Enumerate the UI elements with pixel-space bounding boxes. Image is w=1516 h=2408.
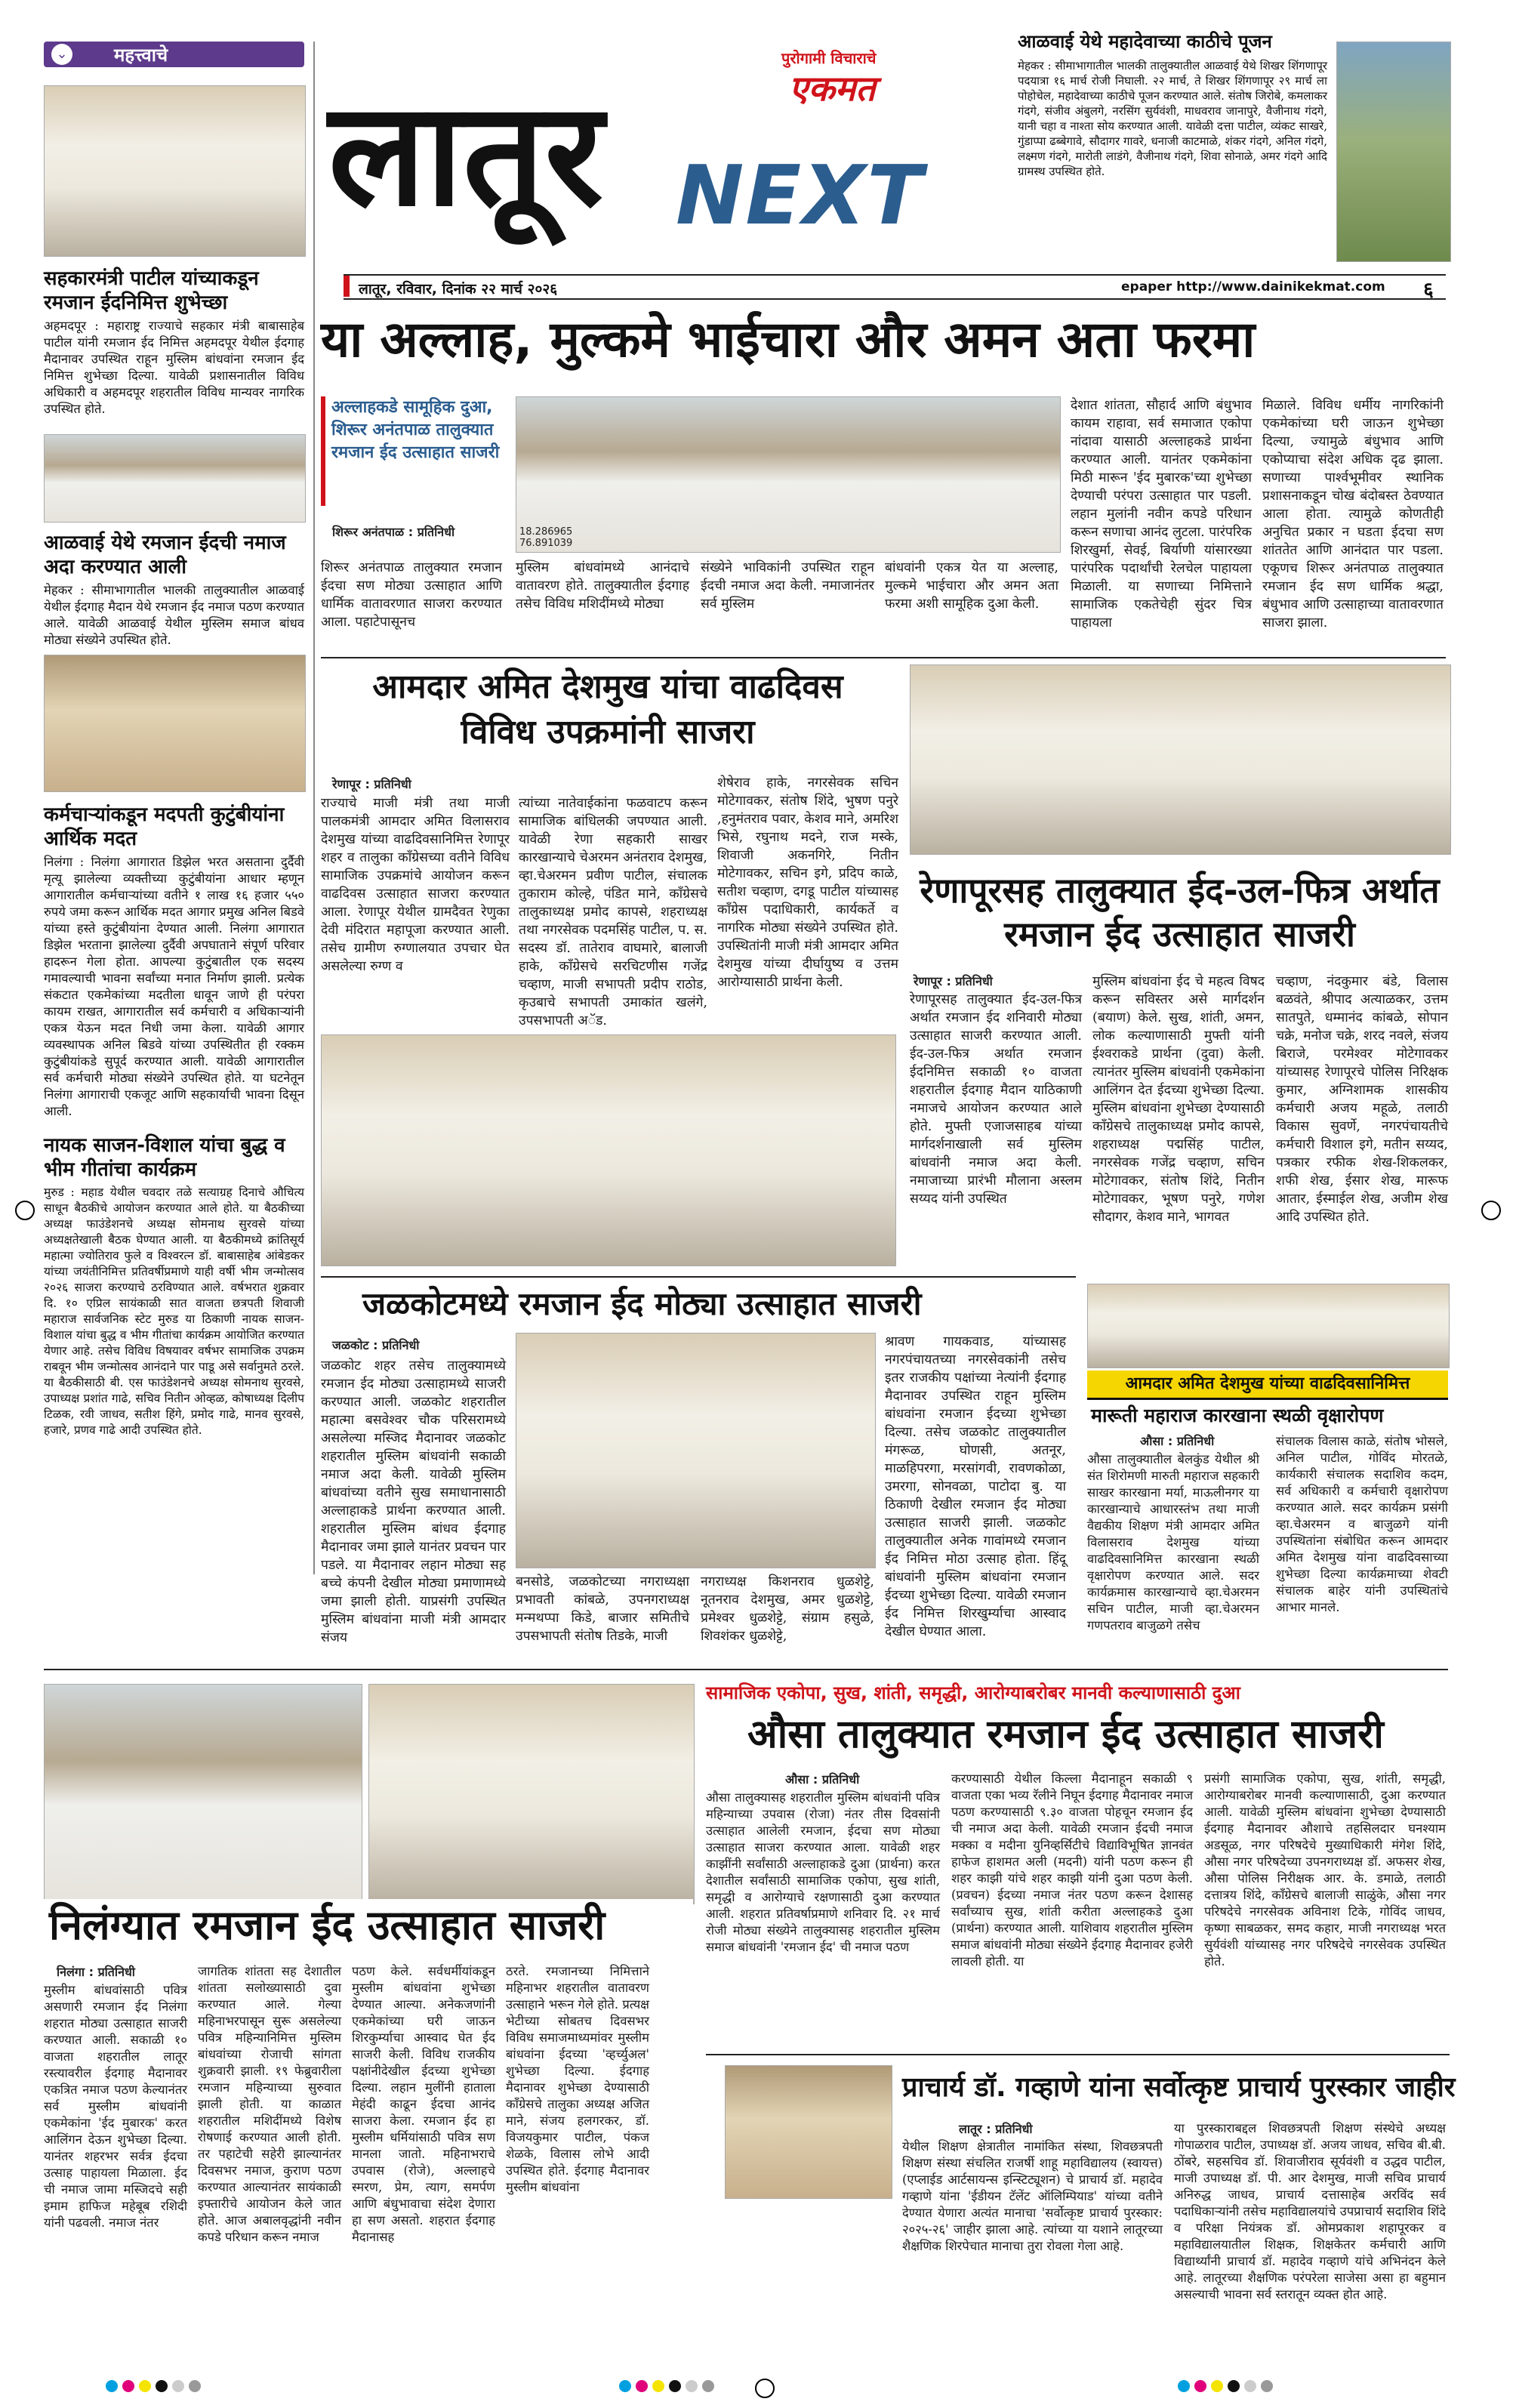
story7-col-4: ठरते. रमजानच्या निमित्ताने महिनाभर शहरातील वातावरण उत्साहाने भरून गेले होते. प्रत्यक्ष भेटीच्या सोबतच दिवसभर विविध समाजमाध्यमांवर मुस्लीम बांधवांना ईदच्या 'व्हर्च्युअल' शुभेच्छा दिल्या. ईदगाह मैदानावर शुभेच्छा देण्यासाठी काँग्रेसचे तालुका अध्यक्ष अजित माने, संजय हलगरकर, डॉ. विजयकुमार पाटील, पंकज शेळके, विलास लोभे आदी उपस्थित होते. ईदगाह मैदानावर मुस्लीम बांधवांना xyxy=(506,1964,649,2194)
story4-col-2: बनसोडे, जळकोटच्या नगराध्यक्षा प्रभावती कांबळे, उपनगराध्यक्ष मन्मथप्पा किडे, बाजार समितीचे उपसभापती संतोष तिडके, माजी xyxy=(516,1574,689,1644)
epaper-link[interactable]: epaper http://www.dainikekmat.com xyxy=(1121,279,1385,294)
story6-banner: सामाजिक एकोपा, सुख, शांती, समृद्धी, आरोग्याबरोबर मानवी कल्याणासाठी दुआ xyxy=(706,1682,1240,1703)
sidebar-item-3 xyxy=(44,797,304,1120)
top-right-photo xyxy=(1336,42,1451,262)
dateline-marker xyxy=(344,276,350,297)
divider-4 xyxy=(706,2054,1450,2055)
masthead xyxy=(321,42,1046,276)
masthead-tagline: पुरोगामी विचाराचे xyxy=(781,49,877,67)
sidebar-item-2 xyxy=(44,525,304,649)
sidebar-item-4-headline: नायक साजन-विशाल यांचा बुद्ध व भीम गीतांचा कार्यक्रम xyxy=(44,1134,285,1181)
sidebar-item-1-body: अहमदपूर : महाराष्ट्र राज्याचे सहकार मंत्री बाबासाहेब पाटील यांनी रमजान ईद निमित्त अहमदपूर येथील ईदगाह मैदानावर उपस्थित राहून मुस्लिम बांधवांना रमजान ईद निमित्त शुभेच्छा दिल्या. यावेळी प्रशासनातील विविध अधिकारी व अहमदपूर शहरातील विविध मान्यवर नागरिक उपस्थित होते. xyxy=(44,319,304,416)
registration-mark-left xyxy=(15,1201,35,1220)
sidebar-divider xyxy=(313,42,315,1574)
story7-headline: निलंग्यात रमजान ईद उत्साहात साजरी xyxy=(49,1901,605,1949)
story3-col-3: चव्हाण, नंदकुमार बंडे, विलास बळवंते, श्रीपाद अत्याळकर, उत्तम सातपुते, धम्मानंद कांबळे, सोपान चक्रे, मनोज चक्रे, शरद नवले, संजय बिराजे, परमेश्वर मोटेगावकर यांच्यासह रेणापूरचे पोलिस निरिक्षक कुमार, अग्निशामक शासकीय कर्मचारी अजय महूळे, तलाठी विकास सुवर्णे, नगरपंचायतीचे कर्मचारी विशाल इगे, मतीन सय्यद, पत्रकार रफीक शेख-शिकलकर, शफी शेख, ईसार शेख, मारूफ आतार, ईस्माईल शेख, अजीम शेख आदि उपस्थित होते. xyxy=(1276,974,1448,1225)
story5-photo xyxy=(1087,1284,1450,1368)
story1-photo xyxy=(516,396,1061,553)
masthead-next-logo: NEXT xyxy=(676,149,925,243)
story8-col-2: या पुरस्काराबद्दल शिवछत्रपती शिक्षण संस्थेचे अध्यक्ष गोपाळराव पाटील, उपाध्यक्ष डॉ. अजय जाधव, सचिव बी.बी. ठोंबरे, सहसचिव डॉ. शिवाजीराव सूर्यवंशी व उद्धव पाटील, माजी उपाध्यक्ष डॉ. पी. आर देशमुख, माजी सचिव प्राचार्य अनिरुद्ध जाधव, प्राचार्य दत्तासाहेब अरविंद सर्व पदाधिकाऱ्यांनी तसेच महाविद्यालयांचे उपप्राचार्य सदाशिव शिंदे व परिक्षा नियंत्रक डॉ. ओमप्रकाश शहापूरकर व महाविद्यालयातील शिक्षक, शिक्षकेतर कर्मचारी आणि विद्यार्थ्यांनी प्राचार्य डॉ. महादेव गव्हाणे यांचे अभिनंदन केले आहे. लातूरच्या शैक्षणिक परंपरेला साजेसा असा हा बहुमान असल्याची भावना सर्व स्तरातून व्यक्त होत आहे. xyxy=(1174,2121,1446,2302)
sidebar-item-4 xyxy=(44,1127,304,1438)
divider-2 xyxy=(321,1276,1076,1278)
story8-photo xyxy=(725,2065,892,2199)
story3-byline: रेणापूर : प्रतिनिधी xyxy=(914,974,993,988)
chevron-down-icon: ⌄ xyxy=(51,44,72,65)
story6-col-3: प्रसंगी सामाजिक एकोपा, सुख, शांती, समृद्धी, आरोग्याबरोबर मानवी कल्याणासाठी, दुआ करण्यात आली. यावेळी मुस्लिम बांधवांना शुभेच्छा देण्यासाठी ईदगाह मैदानावर औशाचे तहसिलदार घनश्याम अडसूळ, नगर परिषदेचे मुख्याधिकारी मंगेश शिंदे, औसा नगर परिषदेच्या उपनगराध्यक्ष डॉ. अफसर शेख, औसा पोलिस निरीक्षक आर. के. डमाळे, तलाठी दत्तात्रय शिंदे, काँग्रेसचे बालाजी साळुंके, औसा नगर परिषदेचे नगरसेवक अविनाश टिके, गोविंद जाधव, कृष्णा साबळकर, समद कहार, माजी नगराध्यक्ष भरत सुर्यवंशी यांच्यासह नगर परिषदेचे नगरसेवक उपस्थित होते. xyxy=(1204,1771,1446,1969)
story6-byline: औसा : प्रतिनिधी xyxy=(785,1772,860,1787)
color-bar-right xyxy=(1178,2380,1273,2392)
top-right-headline: आळवाई येथे महादेवाच्या काठीचे पूजन xyxy=(1018,31,1272,52)
story5-col-1: औसा तालुक्यातील बेलकुंड येथील श्री संत शिरोमणी मारुती महाराज सहकारी साखर कारखाना मर्या, माऊलीनगर या कारखान्याचे आधारस्तंभ तथा माजी वैद्यकीय शिक्षण मंत्री आमदार अमित विलासराव देशमुख यांच्या वाढदिवसानिमित्त कारखाना स्थळी वृक्षारोपण करण्यात आले. सदर कार्यक्रमास कारखान्याचे व्हा.चेअरमन सचिन पाटील, माजी व्हा.चेअरमन गणपतराव बाजुळगे तसेच xyxy=(1087,1452,1259,1633)
color-bar-mid xyxy=(619,2380,714,2392)
story1-col-4: बांधवांनी एकत्र येत या अल्लाह, मुल्कमे भाईचारा और अमन अता फरमा अशी सामूहिक दुआ केली. xyxy=(885,560,1058,612)
story3-headline: रेणापूरसह तालुक्यात ईद-उल-फित्र अर्थात रमजान ईद उत्साहात साजरी xyxy=(920,870,1440,954)
sidebar xyxy=(44,42,304,1582)
sidebar-header-label: महत्त्वाचे xyxy=(114,44,168,66)
sidebar-item-1 xyxy=(44,261,304,418)
story1-byline: शिरूर अनंतपाळ : प्रतिनिधी xyxy=(332,525,455,539)
story5-col-2: संचालक विलास काळे, संतोष भोसले, अनिल पाटील, गोविंद मोरतळे, कार्यकारी संचालक सदाशिव कदम, सर्व अधिकारी व कर्मचारी वृक्षारोपण करण्यात आले. सदर कार्यक्रम प्रसंगी व्हा.चेअरमन व बाजुळगे यांनी उपस्थितांना संबोधित करून आमदार अमित देशमुख यांना वाढदिवसाच्या शुभेच्छा दिल्या कार्यक्रमाच्या शेवटी संचालक बाहेर यांनी उपस्थितांचे आभार मानले. xyxy=(1276,1434,1448,1614)
story7-byline: निलंगा : प्रतिनिधी xyxy=(57,1965,135,1979)
story2-headline: आमदार अमित देशमुख यांचा वाढदिवस विविध उपक्रमांनी साजरा xyxy=(372,668,843,751)
story6-headline: औसा तालुक्यात रमजान ईद उत्साहात साजरी xyxy=(747,1712,1384,1757)
masthead-brand: एकमत xyxy=(789,68,876,109)
story3-col-2: मुस्लिम बांधवांना ईद चे महत्व विषद करून सविस्तर असे मार्गदर्शन (बयाण) केले. सुख, शांती, अमन, लोक कल्याणासाठी मुफ्ती यांनी ईश्वराकडे प्रार्थना (दुवा) केली. त्यानंतर मुस्लिम बांधवांनी एकमेकांना आलिंगन देत ईदच्या शुभेच्छा दिल्या. मुस्लिम बांधवांना शुभेच्छा देण्यासाठी कॉंग्रेसचे तालुकाध्यक्ष प्रमोद कापसे, शहराध्यक्ष पद्मसिंह पाटील, नगरसेवक गजेंद्र चव्हाण, सचिन मोटेगावकर, संतोष शिंदे, नितीन मोटेगावकर, भूषण पनुरे, गणेश सौदागर, केशव माने, भागवत xyxy=(1092,974,1265,1225)
story1-photo-tag: 18.286965 76.891039 xyxy=(519,526,573,549)
story2-byline: रेणापूर : प्रतिनिधी xyxy=(332,777,411,791)
story1-col-6: मिळाले. विविध धर्मीय नागरिकांनी एकमेकांच्या घरी जाऊन शुभेच्छा दिल्या, ज्यामुळे बंधुभाव आणि एकोप्याचा संदेश अधिक दृढ झाला. सणाच्या पार्श्वभूमीवर स्थानिक प्रशासनाकडून चोख बंदोबस्त ठेवण्यात आला होता. त्यामुळे कोणतीही अनुचित प्रकार न घडता ईदचा सण शांततेत आणि आनंदात पार पडला. एकूणच शिरूर अनंतपाळ तालुक्यात रमजान ईद सण धार्मिक श्रद्धा, बंधुभाव आणि उत्साहाच्या वातावरणात साजरा झाला. xyxy=(1262,398,1444,631)
story3-photo xyxy=(910,664,1451,855)
sidebar-photo-2 xyxy=(44,434,306,523)
top-right-story xyxy=(1018,29,1327,179)
story2-col-3: शेषेराव हाके, नगरसेवक सचिन मोटेगावकर, संतोष शिंदे, भुषण पनुरे ,हनुमंतराव पवार, केशव माने, अमरिश भिसे, रघुनाथ मदने, राज मस्के, शिवाजी अकनगिरे, नितीन मोटेगावकर, सचिन इगे, प्रदिप काळे, सतीश चव्हाण, दगडू पाटील यांच्यासह काँग्रेस पदाधिकारी, कार्यकर्ते व नागरिक मोठ्या संख्येने उपस्थित होते. उपस्थितांनी माजी मंत्री आमदार अमित देशमुख यांच्या दीर्घायुष्य व उत्तम आरोग्यासाठी प्रार्थना केली. xyxy=(717,775,898,990)
story4-headline: जळकोटमध्ये रमजान ईद मोठ्या उत्साहात साजरी xyxy=(362,1285,922,1322)
story1-col-5: देशात शांतता, सौहार्द आणि बंधुभाव कायम राहावा, सर्व समाजात एकोपा नांदावा यासाठी अल्लाहकडे प्रार्थना करण्यात आली. यानंतर एकमेकांना मिठी मारून 'ईद मुबारक'च्या शुभेच्छा देण्याची परंपरा उत्साहात पार पडली. लहान मुलांनी नवीन कपडे परिधान करून सणाचा आनंद लुटला. पारंपरिक शिरखुर्मा, सेवई, बिर्याणी यांसारख्या पारंपरिक पदार्थांची रेलचेल पाहायला मिळाली. या सणाच्या निमित्ताने सामाजिक एकतेचेही सुंदर चित्र पाहायला xyxy=(1071,398,1252,631)
color-bar-left xyxy=(106,2380,201,2392)
story7-col-3: पठण केले. सर्वधर्मीयांकडून मुस्लीम बांधवांना शुभेच्छा देण्यात आल्या. अनेकजणांनी एकमेकांच्या घरी जाऊन शिरकुर्म्याचा आस्वाद घेत ईद साजरी केली. विविध राजकीय पक्षांनीदेखील ईदच्या शुभेच्छा दिल्या. लहान मुलींनी हाताला मेहंदी काढून ईदचा आनंद साजरा केला. रमजान ईद हा मुस्लीम धर्मियांसाठी पवित्र सण मानला जातो. महिनाभराचे उपवास (रोजे), अल्लाहचे स्मरण, प्रेम, त्याग, समर्पण आणि बंधुभावाचा संदेश देणारा हा सण असतो. शहरात ईदगाह मैदानासह xyxy=(352,1964,495,2244)
story2-col-1: राज्याचे माजी मंत्री तथा माजी पालकमंत्री आमदार अमित विलासराव देशमुख यांच्या वाढदिवसानिमित्त रेणापूर शहर व तालुका काँग्रेसच्या वतीने विविध सामाजिक उपक्रमांचे आयोजन करून वाढदिवस उत्साहात साजरा करण्यात आला. रेणापूर येथील ग्रामदैवत रेणुका देवी मंदिरात महापूजा करण्यात आली. तसेच ग्रामीण रुग्णालयात उपचार घेत असलेल्या रुग्ण व xyxy=(321,796,510,974)
sidebar-header xyxy=(44,42,304,67)
registration-mark-right xyxy=(1481,1201,1501,1220)
registration-mark-bottom xyxy=(755,2379,775,2398)
story6-col-2: करण्यासाठी येथील किल्ला मैदानाहून सकाळी ९ वाजता एका भव्य रॅलीने निघून ईदगाह मैदानावर नमाज पठण करण्यासाठी ९.३० वाजता पोहचून रमजान ईद ची नमाज अदा केली. यावेळी रमजान ईदची नमाज मक्का व मदीना युनिव्हर्सिटीचे विद्याविभूषित ज्ञानवंत हाफेज हाशमत अली (मदनी) यांनी पठण करून ही शहर काझी यांचे शहर काझी यांनी दुआ पठण केली. (प्रवचन) ईदच्या नमाज नंतर पठण करून देशासह सर्वांच्याच सुख, शांती करीता अल्लाहकडे दुआ (प्रार्थना) करण्यात आली. याशिवाय शहरातील मुस्लिम समाज बांधवांनी मोठ्या संख्येने ईदगाह मैदानावर हजेरी लावली होती. या xyxy=(951,1771,1193,1969)
story5-headline: मारूती महाराज कारखाना स्थळी वृक्षारोपण xyxy=(1091,1404,1384,1426)
story2-col-2: त्यांच्या नातेवाईकांना फळवाटप करून सामाजिक बांधिलकी जपण्यात आली. यावेळी रेणा सहकारी साखर कारखान्याचे चेअरमन अनंतराव देशमुख, व्हा.चेअरमन प्रवीण पाटील, संचालक तुकाराम कोल्हे, पंडित माने, कॉंग्रेसचे तालुकाध्यक्ष प्रमोद कापसे, शहराध्यक्ष तथा नगरसेवक पदमसिंह पाटील, प. स. सदस्य डॉ. तातेराव वाघमारे, बालाजी हाके, काँग्रेसचे सरचिटणीस गजेंद्र चव्हाण, माजी सभापती प्रदीप राठोड, कृउबाचे सभापती उमाकांत खलंगे, उपसभापती अॅड. xyxy=(519,796,707,1028)
story4-col-3: नगराध्यक्ष किशनराव धुळशेट्टे, नूतनराव देशमुख, अमर धुळशेट्टे, प्रमेश्वर धुळशेट्टे, संग्राम हसुळे, शिवशंकर धुळशेट्टे, xyxy=(701,1574,874,1644)
story7-col-2: जागतिक शांतता सह देशातील शांतता सलोख्यासाठी दुवा करण्यात आले. गेल्या महिनाभरपासून सुरू असलेल्या पवित्र महिन्यानिमित्त मुस्लिम बांधवांच्या रोजाची सांगता शुक्रवारी झाली. १९ फेब्रुवारीला रमजान महिन्याच्या सुरुवात झाली होती. या काळात शहरातील मशिदींमध्ये विशेष रोषणाई करण्यात आली होती. तर पहाटेची सहेरी झाल्यानंतर दिवसभर नमाज, कुराण पठण करण्यात आल्यानंतर सायंकाळी इफ्तारीचे आयोजन केले जात होते. आज अबालवृद्धांनी नवीन कपडे परिधान करून नमाज xyxy=(198,1964,341,2244)
sidebar-item-3-headline: कर्मचाऱ्यांकडून मदपती कुटुंबीयांना आर्थिक मदत xyxy=(44,803,285,850)
story5-banner xyxy=(1087,1370,1448,1400)
story5-byline: औसा : प्रतिनिधी xyxy=(1140,1434,1215,1448)
story2-photo xyxy=(321,1034,896,1266)
sidebar-item-2-body: मेहकर : सीमाभागातील भालकी तालुक्यातील आळवाई येथील ईदगाह मैदान येथे रमजान ईद नमाज पठण करण्यात आले. यावेळी आळवाई येथील मुस्लिम समाज बांधव मोठ्या संख्येने उपस्थित होते. xyxy=(44,583,304,647)
story7-photo-1 xyxy=(44,1684,362,1904)
story8-byline: लातूर : प्रतिनिधी xyxy=(959,2122,1033,2136)
sidebar-item-2-headline: आळवाई येथे रमजान ईदची नमाज अदा करण्यात आली xyxy=(44,532,286,578)
sidebar-item-3-body: निलंगा : निलंगा आगारात डिझेल भरत असताना दुर्दैवी मृत्यू झालेल्या व्यक्तीच्या कुटुंबीयांना आधार म्हणून आगारातील कर्मचाऱ्यांच्या वतीने १ लाख १६ हजार ५५० रुपये जमा करून आर्थिक मदत आगार प्रमुख अनिल बिडवे यांच्या हस्ते कुटुंबीयांना देण्यात आली. निलंगा आगारात डिझेल भरताना झालेल्या दुर्दैवी अपघाताने संपूर्ण परिवार हादरून गेला होता. आपल्या कुटुंबातील एक सदस्य गमावल्याची भावना सर्वांच्या मनात निर्माण झाली. प्रत्येक संकटात एकमेकांच्या मदतीला धावून जाणे ही परंपरा कायम राखत, आगारातील सर्व कर्मचारी व अधिकाऱ्यांनी एकत्र येऊन मदत निधी जमा केला. यावेळी आगार व्यवस्थापक अनिल बिडवे यांच्या उपस्थितीत ही रक्कम कुटुंबीयांकडे सुपूर्द करण्यात आली. यावेळी आगारातील सर्व कर्मचारी मोठ्या संख्येने उपस्थित होते. या घटनेतून निलंगा आगाराची एकजूट आणि सहकार्याची भावना दिसून आली. xyxy=(44,855,304,1118)
dateline-text: लातूर, रविवार, दिनांक २२ मार्च २०२६ xyxy=(359,281,558,298)
story6-col-1: औसा तालुक्यासह शहरातील मुस्लिम बांधवांनी पवित्र महिन्याच्या उपवास (रोजा) नंतर तीस दिवसांनी उत्साहात आलेली रमजान, ईदचा सण मोठ्या उत्साहात साजरा करण्यात आला. यावेळी शहर काझींनी सर्वांसाठी अल्लाहाकडे दुआ (प्रार्थना) करत देशातील सर्वांसाठी सामाजिक एकोपा, सुख शांती, समृद्धी व आरोग्याचे रक्षणासाठी दुआ करण्यात आली. शहरात प्रतिवर्षाप्रमाणे शनिवार दि. २१ मार्च रोजी मोठ्या संख्येने तालुक्यासह शहरातील मुस्लिम समाज बांधवांनी 'रमजान ईद' ची नमाज पठण xyxy=(706,1790,940,1954)
story1-col-3: संख्येने भाविकांनी उपस्थित राहून ईदची नमाज अदा केली. नमाजानंतर सर्व मुस्लिम xyxy=(701,560,874,612)
sidebar-photo-3 xyxy=(44,655,306,792)
story1-col-2: मुस्लिम बांधवांमध्ये आनंदाचे वातावरण होते. तालुक्यातील ईदगाह तसेच विविध मशिदींमध्ये मोठ्या xyxy=(516,560,689,612)
story7-col-1: मुस्लीम बांधवांसाठी पवित्र असणारी रमजान ईद निलंगा शहरात मोठ्या उत्साहात साजरी करण्यात आली. सकाळी १० वाजता शहरातील लातूर रस्त्यावरील ईदगाह मैदानावर एकत्रित नमाज पठण केल्यानंतर सर्व मुस्लीम बांधवांनी एकमेकांना 'ईद मुबारक' करत आलिंगन देऊन शुभेच्छा दिल्या. यानंतर शहरभर सर्वत्र ईदचा उत्साह पाहायला मिळाला. ईद ची नमाज जामा मस्जिदचे सही इमाम हाफिज महेबूब रशिदी यांनी पढवली. नमाज नंतर xyxy=(44,1983,187,2230)
story4-col-4: श्रावण गायकवाड, यांच्यासह नगरपंचायतच्या नगरसेवकांनी तसेच इतर राजकीय पक्षांच्या नेत्यांनी ईदगाह मैदानावर उपस्थित राहून मुस्लिम बांधवांना रमजान ईदच्या शुभेच्छा दिल्या. तसेच जळकोट तालुक्यातील मंगरूळ, घोणसी, अतनूर, माळहिपरगा, मरसांगवी, रावणकोळा, उमरगा, सोनवळा, पाटोदा बु. या ठिकाणी देखील रमजान ईद मोठ्या उत्साहात साजरी झाली. जळकोट तालुक्यातील अनेक गावांमध्ये रमजान ईद निमित्त मोठा उत्साह होता. हिंदू बांधवांनी मुस्लिम बांधवांना रमजान ईदच्या शुभेच्छा दिल्या. यावेळी रमजान ईद निमित्त शिरखुर्म्याचा आस्वाद देखील घेण्यात आला. xyxy=(885,1334,1066,1639)
story1-headline: अल्लाहकडे सामूहिक दुआ, शिरूर अनंतपाळ तालुक्यात रमजान ईद उत्साहात साजरी xyxy=(331,398,500,462)
story8-headline: प्राचार्य डॉ. गव्हाणे यांना सर्वोत्कृष्ट प्राचार्य पुरस्कार जाहीर xyxy=(902,2072,1456,2103)
story5-banner-text: आमदार अमित देशमुख यांच्या वाढदिवसानिमित्त xyxy=(1125,1374,1410,1393)
masthead-title: लातूर xyxy=(328,71,604,238)
story4-col-1: जळकोट शहर तसेच तालुक्यामध्ये रमजान ईद मोठ्या उत्साहामध्ये साजरी करण्यात आली. जळकोट शहरातील महात्मा बसवेश्वर चौक परिसरामध्ये असलेल्या मस्जिद मैदानावर जळकोट शहरातील मुस्लिम बांधवांनी सकाळी नमाज अदा केली. यावेळी मुस्लिम बांधवांच्या वतीने सुख समाधानासाठी अल्लाहाकडे प्रार्थना करण्यात आली. शहरातील मुस्लिम बांधव ईदगाह मैदानावर जमा झाले यानंतर प्रवचन पार पडले. या मैदानावर लहान मोठ्या सह बच्चे कंपनी देखील मोठ्या प्रमाणामध्ये जमा झाली होती. याप्रसंगी उपस्थित मुस्लिम बांधवांना माजी मंत्री आमदार संजय xyxy=(321,1358,506,1645)
story4-photo xyxy=(516,1333,876,1568)
sidebar-photo-1 xyxy=(44,85,306,257)
divider-3 xyxy=(44,1669,1448,1670)
story7-photo-2 xyxy=(368,1684,695,1904)
sidebar-item-4-body: मुरुड : महाड येथील चवदार तळे सत्याग्रह दिनाचे औचित्य साधून बैठकीचे आयोजन करण्यात आले होते. या बैठकीच्या अध्यक्ष फाउंडेशनचे अध्यक्ष सोमनाथ सुरवसे यांच्या अध्यक्षतेखाली बैठक घेण्यात आली. या बैठकीमध्ये क्रांतिसूर्य महात्मा ज्योतिराव फुले व विश्वरत्न डॉ. बाबासाहेब आंबेडकर यांच्या जयंतीनिमित्त प्रतिवर्षीप्रमाणे याही वर्षी भीम जन्मोत्सव २०२६ साजरा करण्याचे ठरविण्यात आले. वर्षभरात शुक्रवार दि. १० एप्रिल सायंकाळी सात वाजता छत्रपती शिवाजी महाराज सार्वजनिक स्टेट मुरुड या ठिकाणी नायक साजन-विशाल यांचा बुद्ध व भीम गीतांचा कार्यक्रम आयोजित करण्यात येणार आहे. तसेच विविध विषयावर वर्षभर सामाजिक उपक्रम राबवून भीम जन्मोत्सव आनंदाने पार पाडू असे सर्वानुमते ठरले. या बैठकीसाठी बी. एस फाउंडेशनचे अध्यक्ष सोमनाथ सुरवसे, उपाध्यक्ष प्रशांत गाढे, सचिव नितीन ओव्हळ, कोषाध्यक्ष दिलीप टिळक, रवी जाधव, सतीश हिंगे, प्रमोद गाढे, मानव सुरवसे, हजारे, प्रणव गाढे आदी उपस्थित होते. xyxy=(44,1186,304,1437)
main-headline: या अल्लाह, मुल्कमे भाईचारा और अमन अता फरमा xyxy=(321,310,1256,368)
page-number: ६ xyxy=(1423,279,1434,301)
divider-1 xyxy=(321,657,1446,658)
story3-col-1: रेणापूरसह तालुक्यात ईद-उल-फित्र अर्थात रमजान ईद शनिवारी मोठ्या उत्साहात साजरी करण्यात आली. ईद-उल-फित्र अर्थात रमजान ईदनिमित्त सकाळी १० वाजता शहरातील ईदगाह मैदान याठिकाणी नमाजचे आयोजन करण्यात आले होते. मुफ्ती एजाजसाहब यांच्या मार्गदर्शनाखाली सर्व मुस्लिम बांधवांनी नमाज अदा केली. नमाजाच्या प्रारंभी मौलाना अस्लम सय्यद यांनी उपस्थित xyxy=(910,992,1082,1207)
story8-col-1: येथील शिक्षण क्षेत्रातील नामांकित संस्था, शिवछत्रपती शिक्षण संस्था संचलित राजर्षी शाहू महाविद्यालय (स्वायत्त) (एप्लाईड आर्टसायन्स इन्स्टिट्यूशन) चे प्राचार्य डॉ. महादेव गव्हाणे यांना 'ईडीयन टॅलेंट ऑलिम्पियाड' यांच्या वतीने देण्यात येणारा अत्यंत मानाचा 'सर्वोत्कृष्ट प्राचार्य पुरस्कार: २०२५-२६' जाहीर झाला आहे. त्यांच्या या यशाने लातूरच्या शैक्षणिक शिरपेचात मानाचा तुरा रोवला गेला आहे. xyxy=(902,2139,1163,2253)
top-right-body: मेहकर : सीमाभागातील भालकी तालुक्यातील आळवाई येथे शिखर शिंगणापूर पदयात्रा १६ मार्च रोजी निघाली. २२ मार्च, ते शिखर शिंगणापूर २९ मार्च ला पोहोचेल, महादेवाच्या काठीचे पूजन करण्यात आले. संतोष जिरोबे, कमलाकर गंदगे, संजीव अंबुलगे, नरसिंग सुर्यवंशी, माधवराव जानापुरे, वैजीनाथ गंदगे, यानी चहा व नाश्ता सोय करण्यात आली. यावेळी दत्ता पाटील, व्यंकट साखरे, गुंडाप्पा ढब्बेगावे, सौदागर गावरे, धनाजी काटमाळे, शंकर गंदगे, अनिल गंदगे, लक्ष्मण गंदगे, मारोती लाडंगे, वैजीनाथ गंदगे, शिवा सोनाळे, अमर गंदगे आदि ग्रामस्थ उपस्थित होते. xyxy=(1018,59,1327,178)
story4-byline: जळकोट : प्रतिनिधी xyxy=(332,1338,420,1352)
story1-headline-box xyxy=(321,396,516,506)
story1-col-1: शिरूर अनंतपाळ तालुक्यात रमजान ईदचा सण मोठ्या उत्साहात आणि धार्मिक वातावरणात साजरा करण्यात आला. पहाटेपासूनच xyxy=(321,560,502,630)
sidebar-item-1-headline: सहकारमंत्री पाटील यांच्याकडून रमजान ईदनिमित्त शुभेच्छा xyxy=(44,267,259,314)
